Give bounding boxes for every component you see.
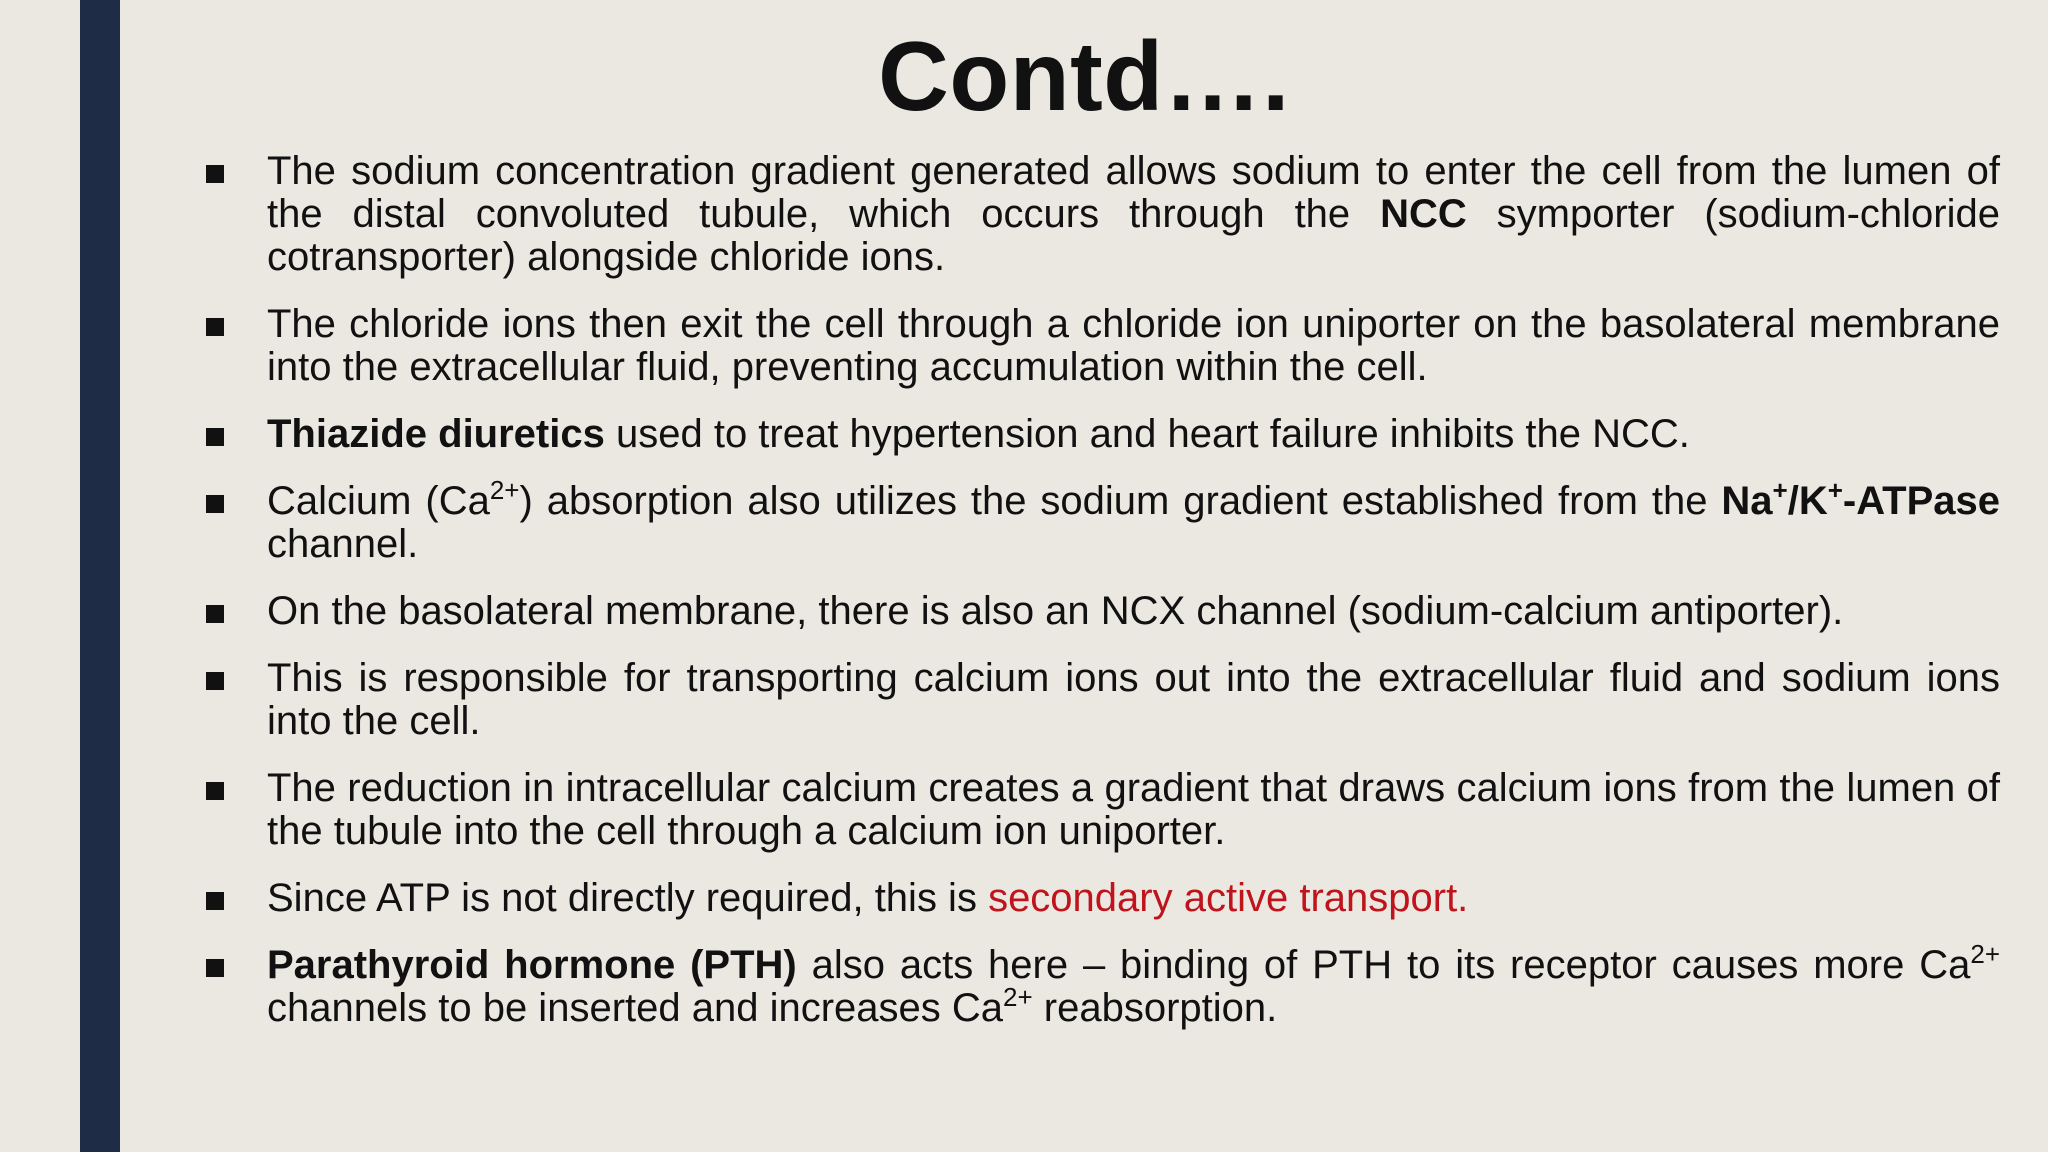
bullet-text: reabsorption. [1032, 986, 1278, 1030]
side-accent-bar [80, 0, 120, 1152]
bullet-item [200, 413, 2000, 456]
bullet-item [200, 657, 2000, 743]
bold-term: -ATPase [1842, 479, 2001, 523]
square-bullet-icon [206, 495, 224, 513]
bullet-item [200, 150, 2000, 279]
bullet-item [200, 877, 2000, 920]
bullet-text: The sodium concentration gradient generated allows sodium to enter the cell from the lumen of the distal convoluted tubule, which occurs through the [267, 149, 2000, 236]
bullet-text: The reduction in intracellular calcium creates a gradient that draws calcium ions from the lumen of the tubule into the cell through a calcium ion uniporter. [267, 766, 2000, 853]
square-bullet-icon [206, 672, 224, 690]
bullet-text: The chloride ions then exit the cell through a chloride ion uniporter on the basolateral membrane into the extracellular fluid, preventing accumulation within the cell. [267, 302, 2000, 389]
bullet-item [200, 303, 2000, 389]
slide-title: Contd…. [878, 21, 1290, 131]
bullet-text: Since ATP is not directly required, this is [267, 876, 989, 920]
bullet-text: also acts here – binding of PTH to its receptor causes more Ca [796, 943, 1971, 987]
square-bullet-icon [206, 605, 224, 623]
bold-term: Thiazide diuretics [267, 412, 605, 456]
bullet-text: channel. [267, 522, 419, 566]
bullet-text: channels to be inserted and increases Ca [267, 986, 1004, 1030]
bullet-item [200, 475, 2001, 566]
bullet-text: On the basolateral membrane, there is also an NCX channel (sodium-calcium antiporter). [267, 589, 1844, 633]
superscript: 2+ [489, 475, 520, 505]
bullet-item [200, 939, 2001, 1030]
bullet-text: used to treat hypertension and heart failure inhibits the NCC. [604, 412, 1690, 456]
superscript: 2+ [1003, 982, 1033, 1012]
bold-term: /K [1787, 479, 1828, 523]
square-bullet-icon [206, 959, 224, 977]
bullet-text: symporter (sodium-chloride cotransporter) alongside chloride ions. [267, 192, 2000, 279]
bullet-text: ) absorption also utilizes the sodium gradient established from the [519, 479, 1722, 523]
superscript: + [1827, 475, 1843, 505]
square-bullet-icon [206, 892, 224, 910]
bullet-item [200, 590, 2000, 633]
bold-term: NCC [1380, 192, 1467, 236]
bold-term: Parathyroid hormone (PTH) [267, 943, 797, 987]
square-bullet-icon [206, 782, 224, 800]
bullet-text: Calcium (Ca [267, 479, 490, 523]
bullet-item [200, 767, 2000, 853]
highlighted-term: secondary active transport. [988, 876, 1469, 920]
bullet-list [200, 150, 2000, 1054]
square-bullet-icon [206, 318, 224, 336]
bullet-text: This is responsible for transporting calcium ions out into the extracellular fluid and sodium ions into the cell. [267, 656, 2000, 743]
square-bullet-icon [206, 428, 224, 446]
superscript: + [1772, 475, 1788, 505]
square-bullet-icon [206, 165, 224, 183]
superscript: 2+ [1970, 939, 2001, 969]
bold-term: Na [1721, 479, 1773, 523]
